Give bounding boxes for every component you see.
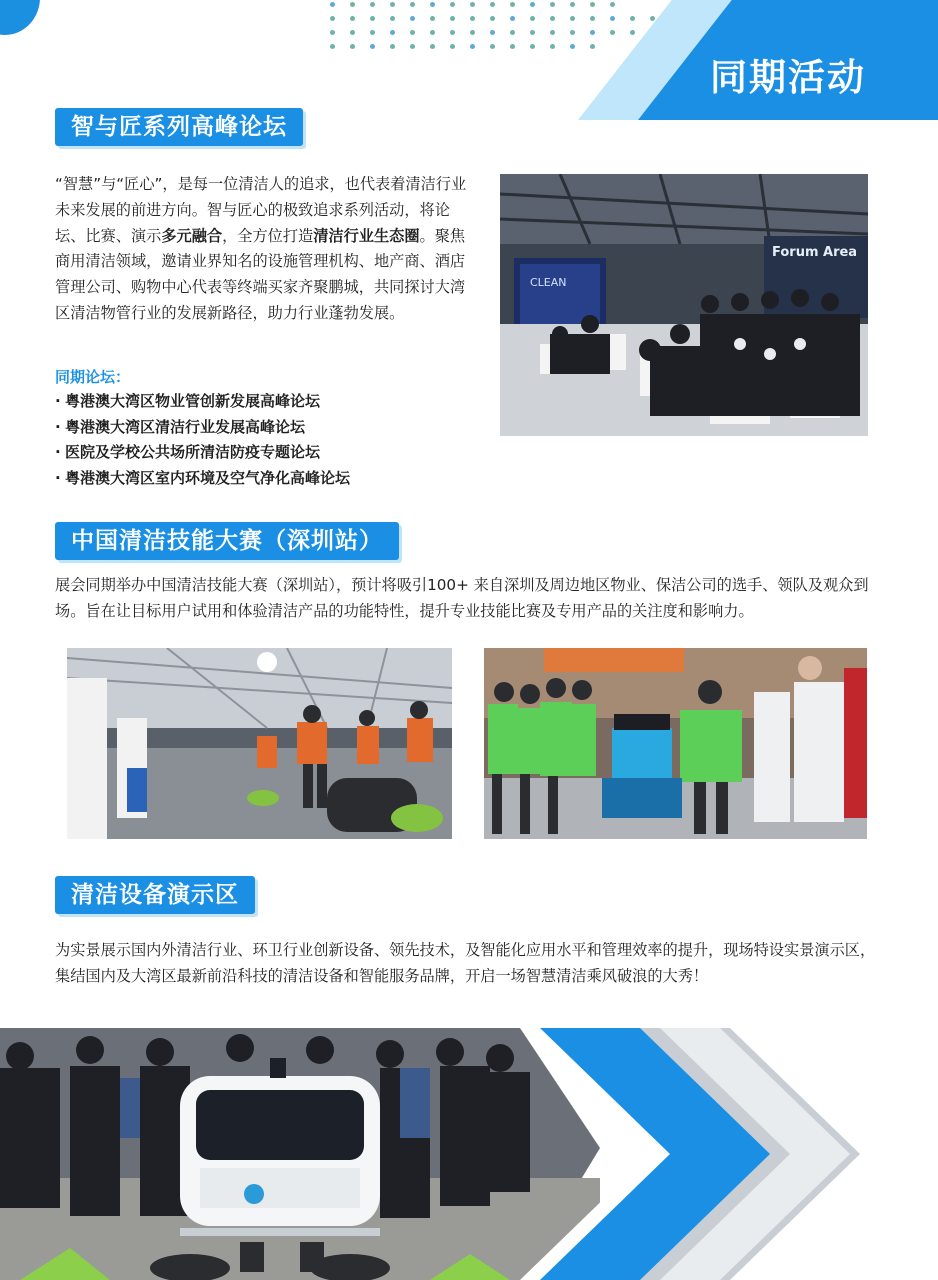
- dot: [450, 2, 455, 7]
- forum-name: 粤港澳大湾区清洁行业发展高峰论坛: [65, 417, 306, 436]
- dot: [490, 2, 495, 7]
- forum-text-2: ，全方位打造: [222, 226, 314, 245]
- dot: [390, 44, 395, 49]
- dot: [490, 16, 495, 21]
- forum-name: 粤港澳大湾区物业管创新发展高峰论坛: [65, 392, 321, 410]
- section-tag-forum: 智与匠系列高峰论坛: [55, 108, 303, 146]
- dot: [390, 16, 395, 21]
- section-tag-demo: 清洁设备演示区: [55, 876, 255, 914]
- forum-text-3: 。聚焦商用清洁领域，邀请业界知名的设施管理机构、地产商、酒店管理公司、购物中心代表等终端买家齐聚鹏城，共同探讨大湾区清洁物管行业的发展新路径，助力行业蓬勃发展。: [55, 226, 466, 322]
- dot: [430, 16, 435, 21]
- dot: [410, 44, 415, 49]
- dot: [510, 30, 515, 35]
- dot: [510, 44, 515, 49]
- page-title: 同期活动: [710, 56, 866, 99]
- dot: [390, 2, 395, 7]
- demo-description: 为实景展示国内外清洁行业、环卫行业创新设备、领先技术，及智能化应用水平和管理效率的提升，现场特设实景演示区，集结国内及大湾区最新前沿科技的清洁设备和智能服务品牌，开启一场智慧清洁乘风破浪的大秀！: [55, 941, 876, 985]
- dot: [410, 2, 415, 7]
- list-item: [55, 440, 350, 466]
- forum-text-bold-1: 多元融合: [161, 226, 223, 245]
- forum-description: [55, 172, 475, 327]
- dot: [430, 2, 435, 7]
- bullet: ·: [55, 392, 61, 410]
- dot: [370, 2, 375, 7]
- dot: [510, 2, 515, 7]
- contest-description: 展会同期举办中国清洁技能大赛（深圳站），预计将吸引100+ 来自深圳及周边地区物业、保洁公司的选手、领队及观众到场。旨在让目标用户试用和体验清洁产品的功能特性，提升专业技能比赛及专用产品的关注度和影响力。: [55, 576, 869, 620]
- dot: [490, 30, 495, 35]
- dot: [490, 44, 495, 49]
- dot: [470, 44, 475, 49]
- dot: [510, 16, 515, 21]
- dot: [390, 30, 395, 35]
- dot: [450, 44, 455, 49]
- forum-text-1: “智慧”与“匠心”，是每一位清洁人的追求，也代表着清洁行业未来发展的前进方向。智与匠心的极致追求系列活动，将论坛、比赛、演示: [55, 175, 467, 245]
- forum-audience-photo: [500, 174, 868, 436]
- dot: [470, 16, 475, 21]
- section-tag-contest: 中国清洁技能大赛（深圳站）: [55, 522, 399, 560]
- dot: [350, 30, 355, 35]
- dot: [330, 30, 335, 35]
- dot: [450, 30, 455, 35]
- contest-cleaning-photo: [67, 648, 452, 839]
- dot: [410, 16, 415, 21]
- forum-text-bold-2: 清洁行业生态圈: [313, 226, 420, 245]
- dot: [430, 30, 435, 35]
- green-vest-team-photo: [484, 648, 867, 839]
- dot: [350, 16, 355, 21]
- robot-sweeper-photo: [0, 1028, 938, 1280]
- forum-list: [55, 389, 350, 491]
- dot: [450, 16, 455, 21]
- screen-text: CLEAN: [530, 276, 567, 289]
- dot: [410, 30, 415, 35]
- bullet: ·: [55, 443, 61, 461]
- bullet: ·: [55, 417, 61, 436]
- forum-name: 粤港澳大湾区室内环境及空气净化高峰论坛: [65, 468, 351, 487]
- corner-decoration: [0, 0, 40, 35]
- list-item: [55, 415, 350, 441]
- bullet: ·: [55, 468, 61, 487]
- dot: [470, 2, 475, 7]
- forum-subheading: 同期论坛：: [55, 368, 131, 386]
- list-item: [55, 466, 350, 492]
- dot: [430, 44, 435, 49]
- dot: [370, 16, 375, 21]
- dot: [370, 44, 375, 49]
- dot: [330, 16, 335, 21]
- arch-text: Forum Area: [772, 245, 858, 260]
- list-item: [55, 389, 350, 415]
- dot: [330, 44, 335, 49]
- dot: [330, 2, 335, 7]
- dot: [350, 44, 355, 49]
- dot: [370, 30, 375, 35]
- forum-name: 医院及学校公共场所清洁防疫专题论坛: [65, 443, 321, 461]
- dot: [470, 30, 475, 35]
- dot: [350, 2, 355, 7]
